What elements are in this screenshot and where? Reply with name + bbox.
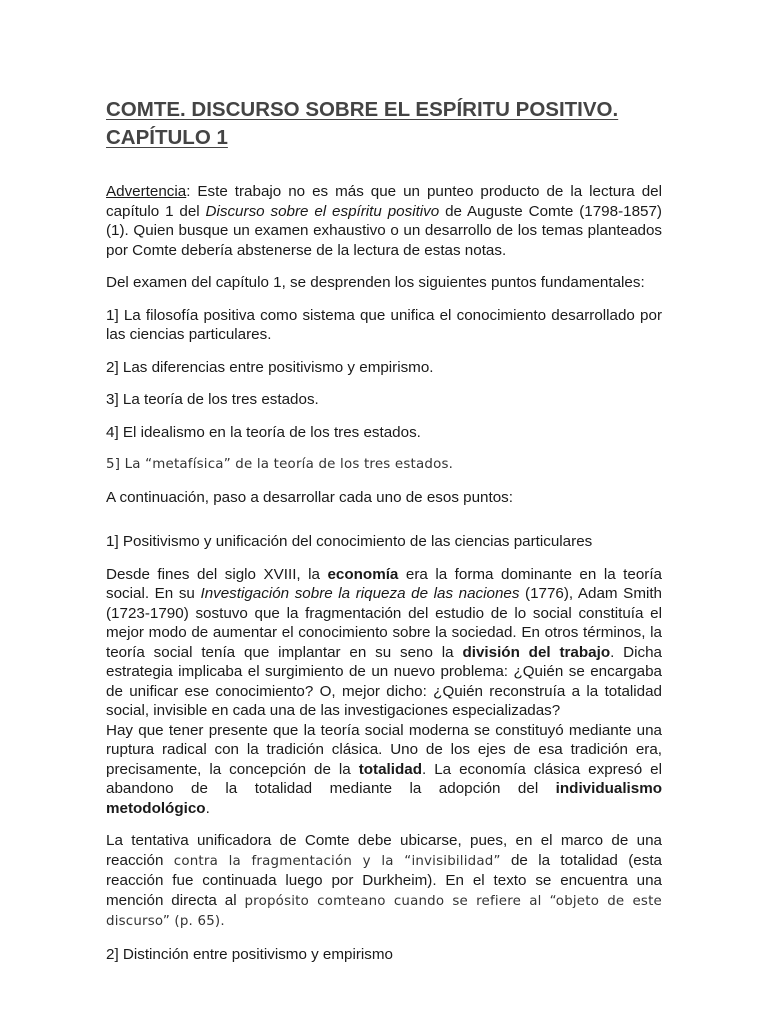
section-2-heading: 2] Distinción entre positivismo y empirismo — [106, 945, 393, 963]
point-2: 2] Las diferencias entre positivismo y empirismo. — [106, 358, 434, 376]
s1p3-line-1: La tentativa unificadora de Comte debe ubicarse, pues, en el marco de una reacción — [106, 832, 662, 869]
warning-paragraph — [106, 182, 662, 260]
s1p2-text-b: . La economía clásica expresó el abandono de la totalidad mediante la adopción del — [106, 760, 663, 797]
section-1-paragraph-3 — [106, 831, 662, 932]
point-3: 3] La teoría de los tres estados. — [106, 391, 319, 408]
s1p3-thin-1: contra la fragmentación y la “invisibilidad” — [173, 853, 501, 869]
term-individualismo-metodologico: individualismo metodológico — [106, 780, 662, 817]
document-title — [106, 96, 662, 152]
term-economia: economía — [327, 565, 399, 583]
point-4: 4] El idealismo en la teoría de los tres estados. — [106, 423, 421, 441]
term-totalidad: totalidad — [358, 760, 422, 778]
s1p1-text-d: . Dicha estrategia implicaba el surgimiento de un nuevo problema: ¿Quién se encargaba de unificar ese conocimiento? O, mejor dicho: ¿Quién reconstruía a la totalidad social, invisible en cada una de las investigaciones especializadas? — [106, 643, 662, 719]
section-1-paragraph-2 — [106, 721, 662, 819]
warning-label: Advertencia — [106, 183, 187, 200]
s1p2-text-c: . — [205, 799, 210, 817]
s1p3-text-b: de la totalidad (esta reacción fue continuada luego por Durkheim). En el texto se encuentra una mención directa al — [106, 851, 662, 909]
smith-book-title: Investigación sobre la riqueza de las naciones — [200, 585, 520, 602]
document-page — [106, 96, 662, 977]
s1p3-thin-2: propósito comteano cuando se refiere al “objeto de este discurso” (p. 65). — [106, 893, 662, 929]
s1p2-text-a: Hay que tener presente que la teoría social moderna se constituyó mediante una ruptura radical con la tradición clásica. Uno de los ejes de esa tradición era, precisamente, la concepción de la — [106, 721, 662, 778]
point-5: 5] La “metafísica” de la teoría de los tres estados. — [106, 457, 454, 472]
s1p1-text-b: era la forma dominante en la teoría social. En su — [106, 565, 662, 602]
s1p1-text-a: Desde fines del siglo XVIII, la — [106, 565, 328, 583]
section-1-paragraph-1 — [106, 565, 662, 721]
warning-text-1: : Este trabajo no es más que un punteo producto de la lectura del capítulo 1 del — [106, 183, 662, 220]
continuation-paragraph: A continuación, paso a desarrollar cada uno de esos puntos: — [106, 488, 513, 506]
s1p1-text-c: (1776), Adam Smith (1723-1790) sostuvo que la fragmentación del estudio de lo social constituía el mejor modo de aumentar el conocimiento sobre la sociedad. En otros términos, la teoría social tenía que implantar en su seno la — [106, 585, 663, 661]
term-division-del-trabajo: división del trabajo — [462, 643, 611, 661]
title-line-2: CAPÍTULO 1 — [106, 126, 228, 149]
book-title: Discurso sobre el espíritu positivo — [205, 202, 440, 220]
section-1-heading: 1] Positivismo y unificación del conocimiento de las ciencias particulares — [106, 533, 593, 550]
title-line-1: COMTE. DISCURSO SOBRE EL ESPÍRITU POSITIVO. — [106, 98, 619, 121]
warning-text-2: de Auguste Comte (1798-1857) (1). Quien busque un examen exhaustivo o un desarrollo de los temas planteados por Comte debería abstenerse de la lectura de estas notas. — [106, 202, 662, 259]
point-1: 1] La filosofía positiva como sistema que unifica el conocimiento desarrollado por las ciencias particulares. — [106, 306, 662, 343]
intro-paragraph: Del examen del capítulo 1, se desprenden los siguientes puntos fundamentales: — [106, 274, 645, 291]
